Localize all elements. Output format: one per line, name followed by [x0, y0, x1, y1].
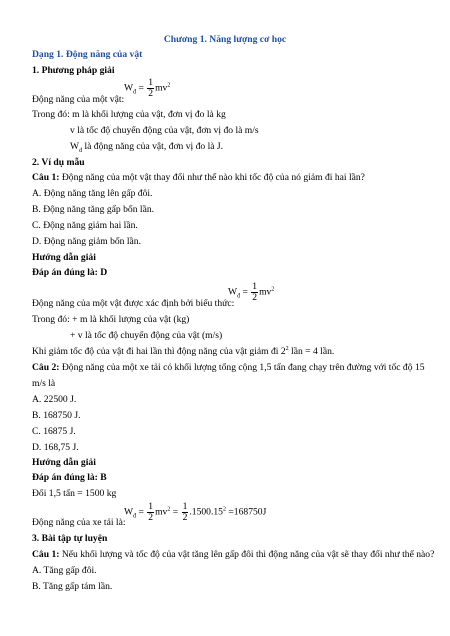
formula-rhs: mv [155, 82, 168, 94]
example-q1: Câu 1: Động năng của một vật thay đổi như thế nào khi tốc độ của nó giảm đi hai lần? [32, 172, 365, 183]
formula-eq: = [138, 82, 144, 94]
example-q2-option-d: D. 168,75 J. [32, 442, 79, 453]
example-q1-option-d: D. Động năng giảm bốn lần. [32, 236, 141, 247]
example-q1-solution-4: Khi giảm tốc độ của vật đi hai lần thì động năng của vật giảm đi $2^2$ lần = 4 lần. [32, 345, 335, 357]
kinetic-energy-formula [124, 78, 170, 99]
example-q2-answer: Đáp án đúng là: B [32, 472, 107, 483]
example-q2-solution-heading: Hướng dẫn giải [32, 457, 96, 468]
practice-q1-option-b: B. Tăng gấp tám lần. [32, 581, 113, 592]
section-title: Dạng 1. Động năng của vật [32, 49, 143, 60]
example-q1-solution-1: Động năng của một vật được xác định bởi biểu thức: [32, 298, 235, 309]
method-intro: Động năng của một vật: [32, 94, 125, 105]
example-q2-option-c: C. 16875 J. [32, 426, 76, 437]
example-q1-option-a: A. Động năng tăng lên gấp đôi. [32, 188, 153, 199]
example-q1-solution-2: Trong đó: + m là khối lượng của vật (kg) [32, 314, 190, 325]
method-heading: 1. Phương pháp giải [32, 65, 115, 76]
example-q2-cont: m/s là [32, 378, 56, 389]
method-where-2: v là tốc độ chuyển động của vật, đơn vị đo là m/s [70, 125, 259, 136]
formula-rhs-sup: 2 [167, 82, 171, 89]
chapter-title: Chương 1. Năng lượng cơ học [163, 34, 287, 45]
method-where-1: Trong đó: m là khối lượng của vật, đơn vị đo là kg [32, 109, 226, 120]
example-q1-answer: Đáp án đúng là: D [32, 267, 108, 278]
examples-heading: 2. Ví dụ mẫu [32, 157, 85, 168]
example-q2-solution-1: Đổi 1,5 tấn = 1500 kg [32, 488, 117, 499]
example-q2: Câu 2: Động năng của một xe tải có khối lượng tổng cộng 1,5 tấn đang chạy trên đường với tốc độ 15 [32, 362, 425, 373]
formula-fraction: $\frac{1}{2}$ [148, 77, 154, 99]
example-q1-formula: $W_đ$ = $\frac{1}{2}$ $mv^2$ [228, 281, 275, 303]
practice-q1-option-a: A. Tăng gấp đôi. [32, 565, 97, 576]
example-q1-solution-heading: Hướng dẫn giải [32, 252, 96, 263]
formula-lhs-sub: đ [133, 89, 137, 96]
example-q2-option-b: B. 168750 J. [32, 410, 81, 421]
formula-lhs: W [124, 82, 134, 94]
example-q2-formula: $W_đ$ = $\frac{1}{2}$ $mv^2$ = $\frac{1}{2}$ .1500.15$^2$ =168750J [124, 501, 267, 523]
practice-heading: 3. Bài tập tự luyện [32, 533, 108, 544]
example-q1-option-c: C. Động năng giảm hai lần. [32, 220, 138, 231]
example-q1-option-b: B. Động năng tăng gấp bốn lần. [32, 204, 155, 215]
practice-q1: Câu 1: Nếu khối lượng và tốc độ của vật tăng lên gấp đôi thì động năng của vật sẽ thay đổi như thế nào? [32, 549, 435, 560]
example-q2-option-a: A. 22500 J. [32, 394, 77, 405]
example-q2-solution-2: Động năng của xe tải là: [32, 517, 126, 528]
method-where-3: $W_đ$ là động năng của vật, đơn vị đo là J. [70, 141, 224, 154]
example-q1-solution-3: + v là tốc độ chuyển động của vật (m/s) [70, 330, 223, 341]
